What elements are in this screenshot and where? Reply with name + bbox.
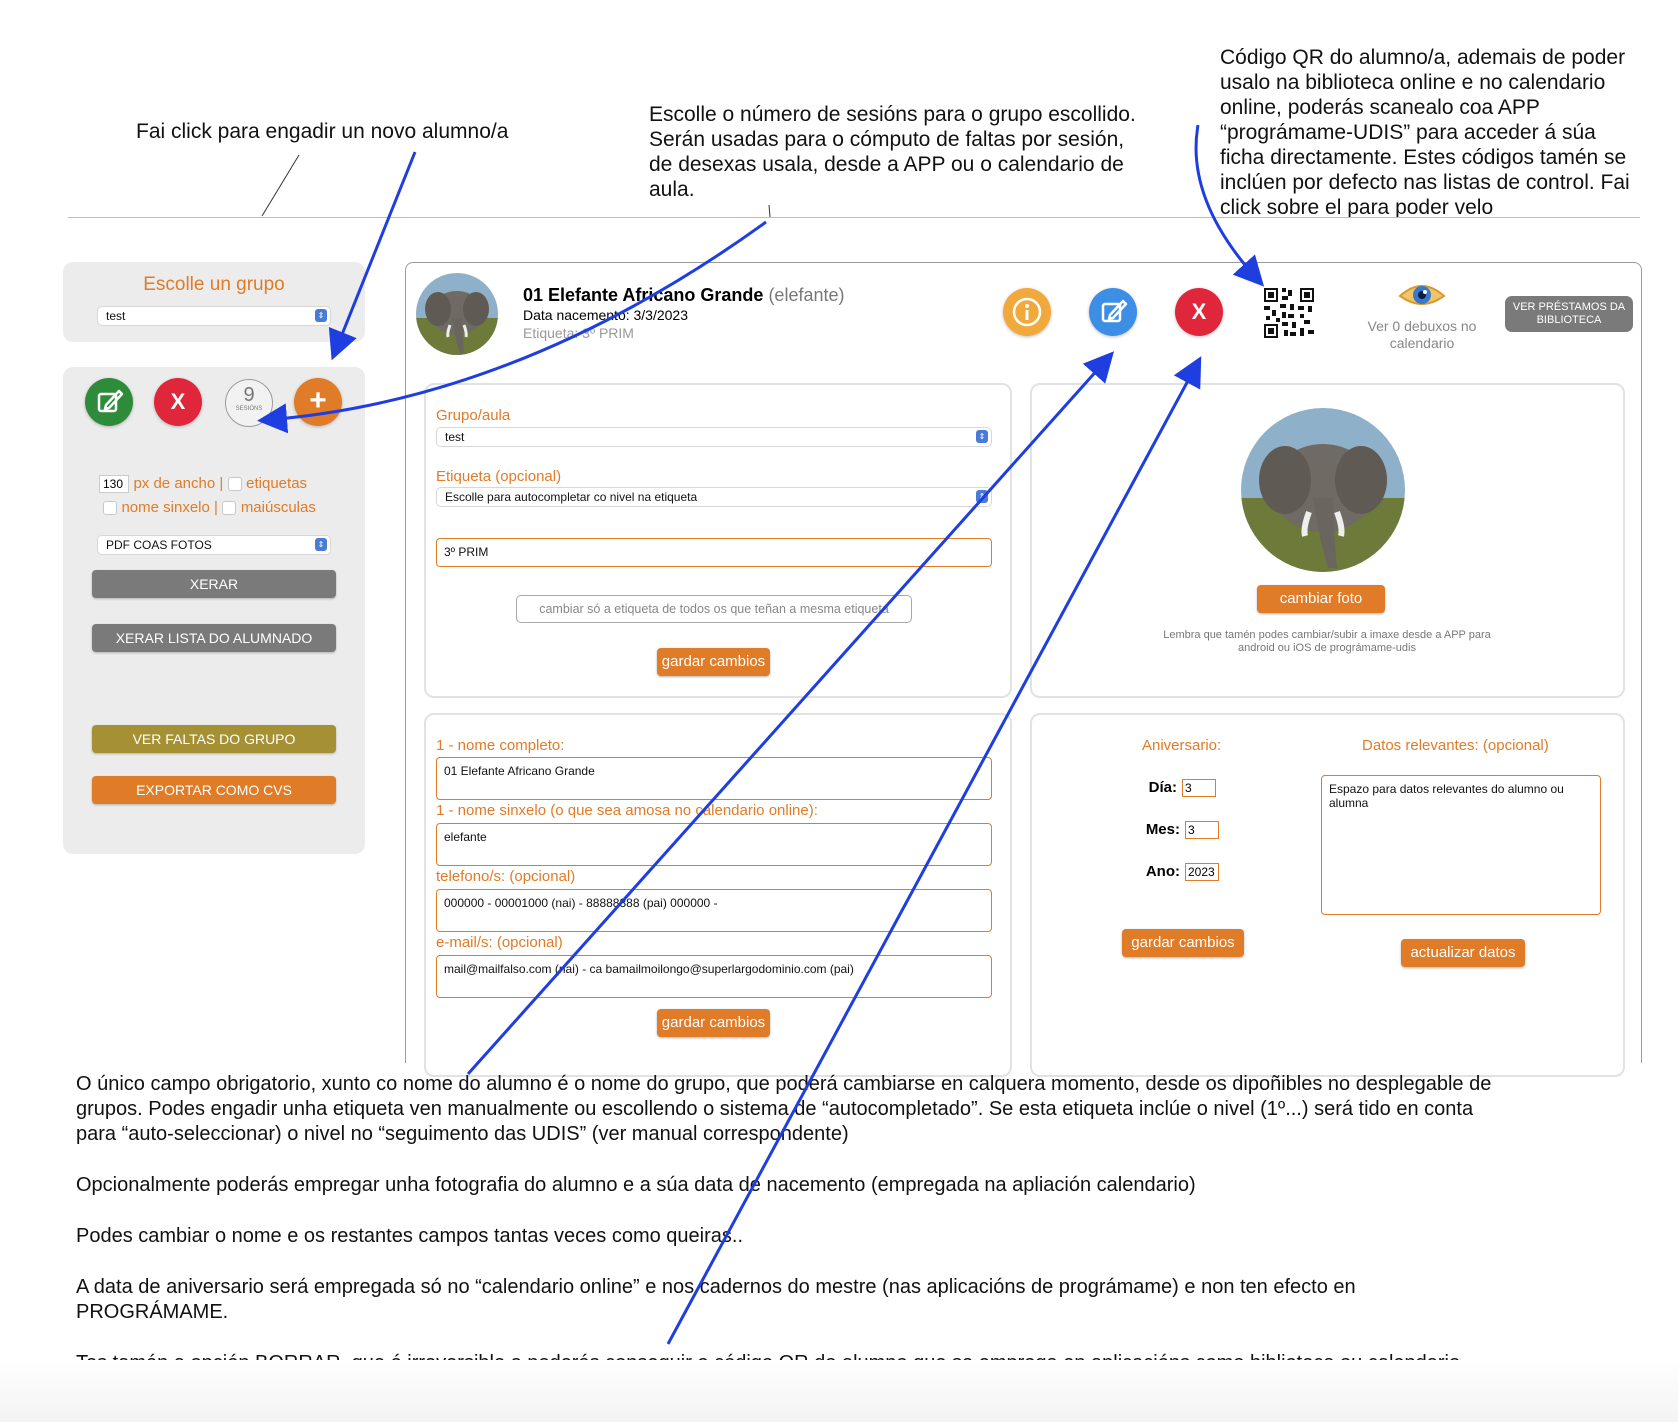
- save-birthday-button[interactable]: gardar cambios: [1122, 929, 1244, 957]
- year-label: Ano:: [1145, 863, 1180, 880]
- pdf-type-value: PDF COAS FOTOS: [106, 538, 212, 552]
- select-arrows-icon: ⇕: [976, 490, 988, 503]
- select-arrows-icon: ⇕: [315, 538, 327, 551]
- note-photo: Opcionalmente poderás empregar unha fotografia do alumno e a súa data de nacemento (empregada na apliación calendario): [76, 1174, 1196, 1196]
- annotation-qr: Código QR do alumno/a, ademais de poder usalo na biblioteca online e no calendario online, poderás scanealo coa APP “prográmame-UDIS” para acceder á súa ficha directamente. Estes códigos tamén se inclúen por defecto nas listas de control. Fai click sobre el para poder velo: [1220, 46, 1630, 217]
- arrow-qr: [1196, 125, 1258, 280]
- month-input[interactable]: 3: [1185, 821, 1219, 839]
- width-input[interactable]: 130: [99, 475, 129, 493]
- pointer-line: [769, 205, 770, 217]
- note-birthday: A data de aniversario será empregada só no “calendario online” e nos cadernos do mestre (nas aplicacións de prográmame) e non ten efecto en PROGRÁMAME.: [76, 1276, 1356, 1323]
- birthday-title: Aniversario:: [1142, 737, 1222, 754]
- group-aula-value: test: [445, 430, 465, 444]
- export-csv-button[interactable]: EXPORTAR COMO CVS: [92, 776, 336, 804]
- arrow-add-student: [335, 152, 415, 352]
- simple-name-label: 1 - nome sinxelo (o que sea amosa no calendario online):: [436, 802, 818, 819]
- view-absences-button[interactable]: VER FALTAS DO GRUPO: [92, 725, 336, 753]
- full-name-label: 1 - nome completo:: [436, 737, 565, 754]
- arrow-delete: [668, 364, 1197, 1344]
- phone-label: telefono/s: (opcional): [436, 868, 576, 885]
- generate-button[interactable]: XERAR: [92, 570, 336, 598]
- simple-name-input[interactable]: elefante: [436, 823, 992, 866]
- tag-autocomplete-value: Escolle para autocompletar co nivel na etiqueta: [445, 490, 698, 504]
- student-birthdate: Data nacemento: 3/3/2023: [523, 307, 689, 323]
- day-input[interactable]: 3: [1182, 779, 1216, 797]
- group-chooser-title: Escolle un grupo: [143, 274, 285, 295]
- note-change-fields: Podes cambiar o nome e os restantes campos tantas veces como queiras..: [76, 1225, 744, 1247]
- email-input[interactable]: mail@mailfalso.com (nai) - ca bamailmoilongo@superlargodominio.com (pai): [436, 955, 992, 998]
- update-data-button[interactable]: actualizar datos: [1401, 939, 1525, 967]
- day-label: Día:: [1148, 779, 1177, 796]
- full-name-input[interactable]: 01 Elefante Africano Grande: [436, 757, 992, 800]
- library-loans-button[interactable]: VER PRÉSTAMOS DA BIBLIOTECA: [1505, 296, 1633, 332]
- email-label: e-mail/s: (opcional): [436, 934, 563, 951]
- select-arrows-icon: ⇕: [315, 309, 327, 322]
- note-required-field: O único campo obrigatorio, xunto co nome do alumno é o nome do grupo, que poderá cambiarse en calquera momento, desde os dipoñibles no desplegable de grupos. Podes engadir unha etiqueta ven manualmente ou escollendo o sistema de “autocompletado”. Se esta etiqueta inclúe o nivel (1º...) será tido en conta para “auto-seleccionar) o nivel no “seguimento das UDIS” (ver manual correspondente): [76, 1073, 1492, 1145]
- generate-list-button[interactable]: XERAR LISTA DO ALUMNADO: [92, 624, 336, 652]
- group-select-value: test: [106, 309, 126, 323]
- relevant-textarea[interactable]: Espazo para datos relevantes do alumno ou alumna: [1321, 775, 1601, 915]
- month-label: Mes:: [1145, 821, 1180, 838]
- student-nickname: (elefante): [768, 285, 845, 305]
- width-label: px de ancho |: [133, 475, 224, 493]
- change-photo-button[interactable]: cambiar foto: [1257, 585, 1385, 613]
- uppercase-label: maiúsculas: [240, 499, 316, 516]
- sessions-number: 9: [243, 384, 255, 406]
- sessions-label: SESIÓNS: [235, 406, 263, 412]
- arrow-edit: [468, 358, 1108, 1074]
- select-arrows-icon: ⇕: [976, 430, 988, 443]
- labels-option-label: etiquetas: [246, 475, 308, 493]
- simple-name-label: nome sinxelo |: [121, 499, 218, 516]
- save-names-button[interactable]: gardar cambios: [657, 1009, 770, 1037]
- save-group-button[interactable]: gardar cambios: [657, 648, 770, 676]
- photo-note: Lembra que tamén podes cambiar/subir a imaxe desde a APP para android ou iOS de prográmame-udis: [1163, 629, 1491, 654]
- group-label: Grupo/aula: [436, 407, 511, 424]
- close-icon: X: [170, 389, 186, 414]
- tag-label: Etiqueta (opcional): [436, 468, 562, 485]
- plus-icon: +: [309, 384, 327, 417]
- pointer-line: [262, 155, 299, 216]
- year-input[interactable]: 2023: [1185, 863, 1219, 881]
- change-all-tag-button[interactable]: cambiar só a etiqueta de todos os que teñan a mesma etiqueta: [516, 595, 912, 623]
- relevant-title: Datos relevantes: (opcional): [1362, 737, 1549, 754]
- student-name: 01 Elefante Africano Grande: [523, 285, 764, 305]
- tag-input[interactable]: 3º PRIM: [436, 538, 992, 567]
- student-tag: Etiqueta: 3º PRIM: [523, 325, 634, 341]
- annotation-sessions: Escolle o número de sesións para o grupo escollido. Serán usadas para o cómputo de faltas por sesión, de desexas usala, desde a APP ou o calendario de aula.: [649, 103, 1136, 201]
- arrow-sessions: [266, 222, 766, 420]
- drawings-link[interactable]: Ver 0 debuxos no calendario: [1367, 318, 1477, 351]
- annotation-add-student: Fai click para engadir un novo alumno/a: [136, 120, 509, 143]
- phone-input[interactable]: 000000 - 00001000 (nai) - 88888888 (pai) 000000 -: [436, 889, 992, 932]
- close-icon: X: [1191, 299, 1207, 324]
